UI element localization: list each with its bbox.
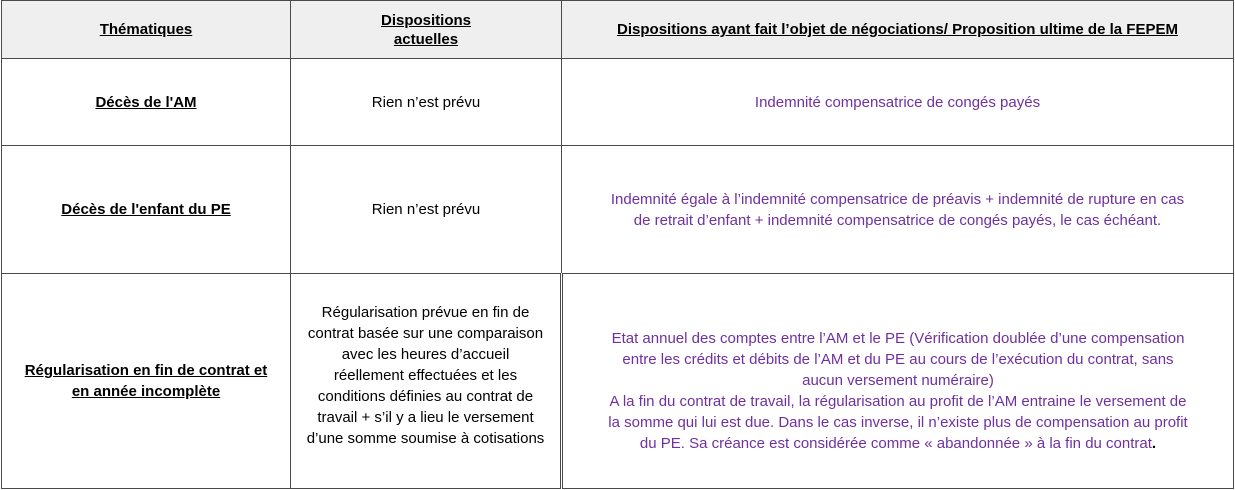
header-dispositions-line2: actuelles (393, 30, 459, 48)
row1-proposal: Indemnité compensatrice de congés payés (562, 59, 1234, 146)
row3-proposal-line: aucun versement numéraire) (802, 372, 994, 389)
row3-current-line: conditions définies au contrat de (317, 388, 534, 405)
row3-current-line: d’une somme soumise à cotisations (306, 430, 545, 447)
table-row (2, 274, 1234, 489)
row3-current-line: contrat basée sur une comparaison (307, 325, 544, 342)
row3-current-line: Régularisation prévue en fin de (321, 304, 530, 321)
header-propositions: Dispositions ayant fait l’objet de négociations/ Proposition ultime de la FEPEM (562, 1, 1234, 59)
row3-proposal-line: la somme qui lui est due. Dans le cas inverse, il n’existe plus de compensation au profit (608, 414, 1188, 431)
row3-proposal (562, 274, 1234, 489)
table-row (2, 59, 1234, 146)
header-dispositions-actuelles (291, 1, 562, 59)
row2-proposal (562, 146, 1234, 274)
row2-proposal-line2: de retrait d’enfant + indemnité compensatrice de congés payés, le cas échéant. (633, 211, 1162, 229)
negotiation-table (1, 0, 1234, 489)
row3-theme-line1: Régularisation en fin de contrat et (24, 362, 268, 379)
header-dispositions-line1: Dispositions (380, 11, 471, 29)
row1-theme: Décès de l'AM (2, 59, 291, 146)
row3-proposal-line-text: du PE. Sa créance est considérée comme « abandonnée » à la fin du contrat (639, 435, 1152, 452)
row3-proposal-line: A la fin du contrat de travail, la régularisation au profit de l’AM entraine le versement de (609, 393, 1187, 410)
row3-proposal-end: . (1151, 435, 1157, 452)
row2-proposal-line1: Indemnité égale à l’indemnité compensatrice de préavis + indemnité de rupture en cas (610, 190, 1185, 208)
header-thematiques: Thématiques (2, 1, 291, 59)
row2-current: Rien n’est prévu (291, 146, 562, 274)
row3-current (291, 274, 562, 489)
row3-proposal-line: entre les crédits et débits de l’AM et du PE au cours de l’exécution du contrat, sans (622, 351, 1174, 368)
row3-current-line: réellement effectuées et les (333, 367, 518, 384)
row3-theme (2, 274, 291, 489)
row3-theme-line2: en année incomplète (71, 383, 221, 400)
table-row (2, 146, 1234, 274)
row3-proposal-line-last (569, 433, 1227, 454)
table-header-row (2, 1, 1234, 59)
row1-current: Rien n’est prévu (291, 59, 562, 146)
row3-current-line: travail + s’il y a lieu le versement (317, 409, 534, 426)
row2-theme: Décès de l'enfant du PE (2, 146, 291, 274)
row3-current-line: avec les heures d’accueil (341, 346, 510, 363)
row3-proposal-line: Etat annuel des comptes entre l’AM et le PE (Vérification doublée d’une compensation (611, 330, 1185, 347)
